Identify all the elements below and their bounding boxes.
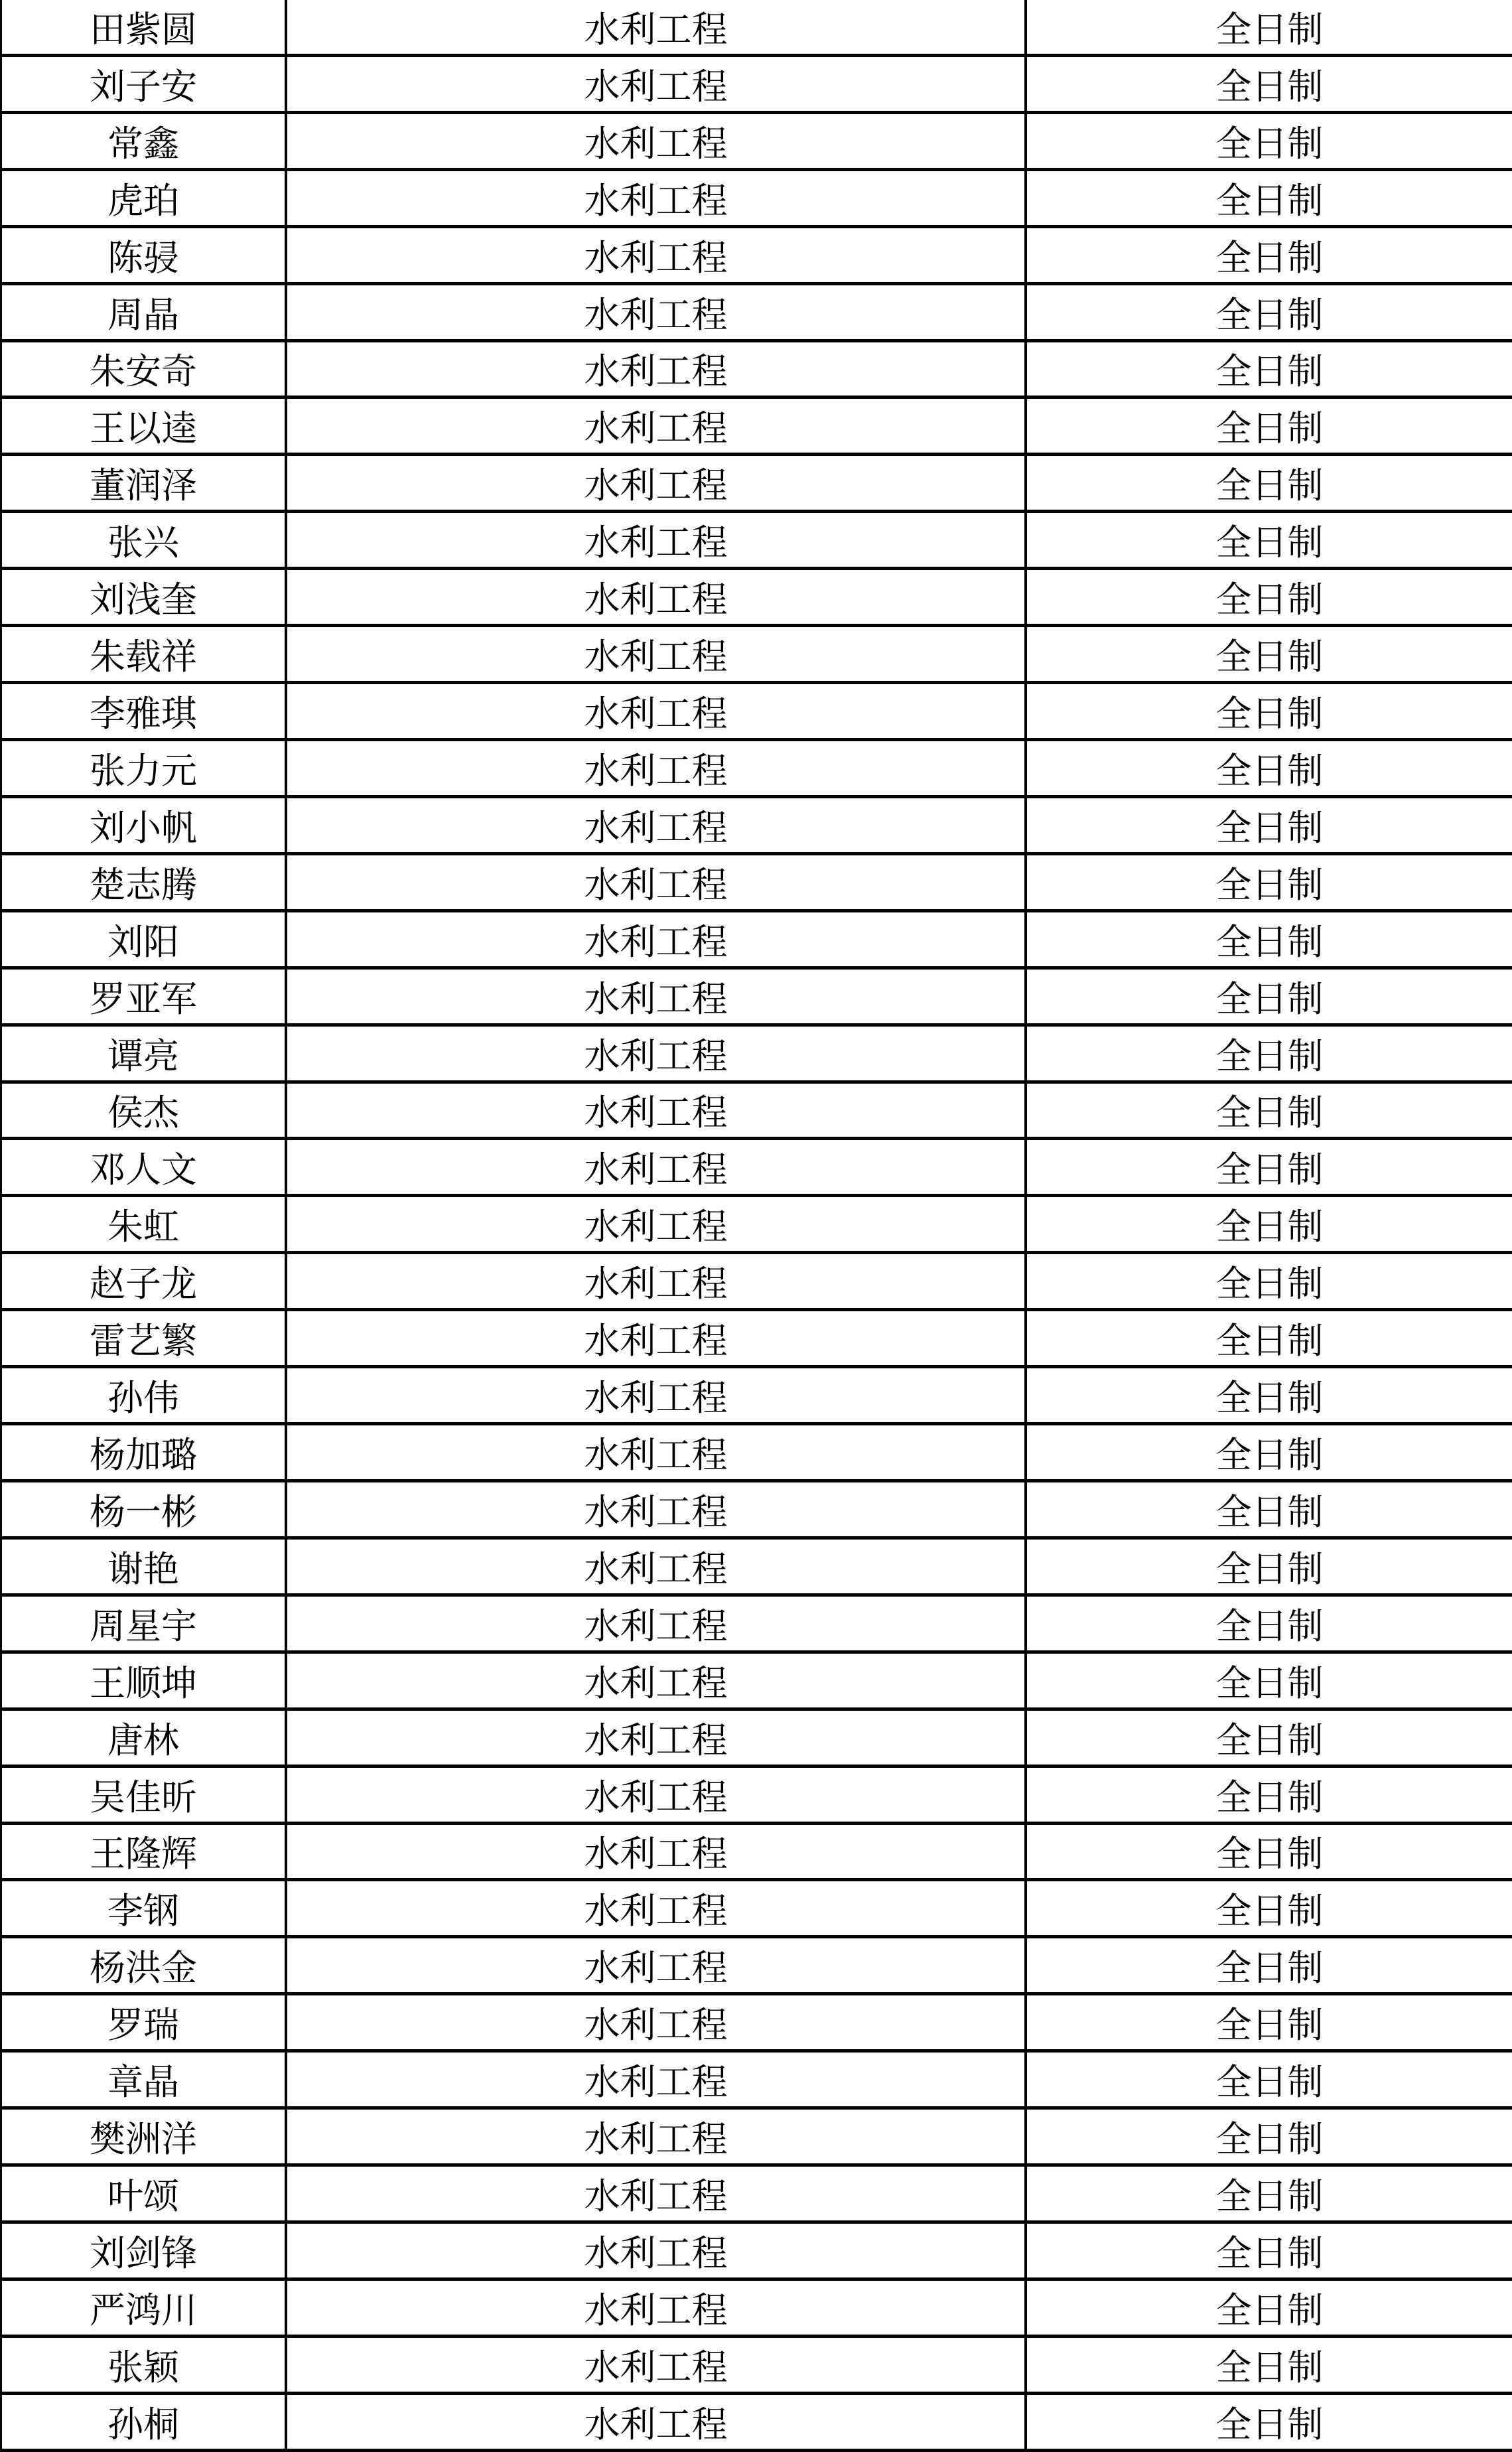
mode-cell: 全日制 xyxy=(1026,0,1512,55)
name-cell: 陈骎 xyxy=(1,226,286,283)
mode-cell: 全日制 xyxy=(1026,1994,1512,2051)
table-row xyxy=(1,1538,1512,1595)
mode-cell: 全日制 xyxy=(1026,683,1512,740)
table-row xyxy=(1,1367,1512,1424)
major-cell: 水利工程 xyxy=(286,340,1026,397)
name-cell: 罗亚军 xyxy=(1,968,286,1025)
name-cell: 吴佳昕 xyxy=(1,1766,286,1823)
table-row xyxy=(1,1424,1512,1481)
table-row xyxy=(1,1139,1512,1196)
name-cell: 朱安奇 xyxy=(1,340,286,397)
major-cell: 水利工程 xyxy=(286,1082,1026,1139)
name-cell: 唐林 xyxy=(1,1709,286,1766)
major-cell: 水利工程 xyxy=(286,2336,1026,2393)
name-cell: 周星宇 xyxy=(1,1595,286,1652)
mode-cell: 全日制 xyxy=(1026,1367,1512,1424)
table-row xyxy=(1,2165,1512,2222)
major-cell: 水利工程 xyxy=(286,1994,1026,2051)
table-row xyxy=(1,1310,1512,1367)
mode-cell: 全日制 xyxy=(1026,455,1512,512)
major-cell: 水利工程 xyxy=(286,397,1026,455)
name-cell: 孙伟 xyxy=(1,1367,286,1424)
name-cell: 虎珀 xyxy=(1,169,286,226)
name-cell: 刘剑锋 xyxy=(1,2222,286,2279)
major-cell: 水利工程 xyxy=(286,1424,1026,1481)
mode-cell: 全日制 xyxy=(1026,626,1512,683)
name-cell: 樊洲洋 xyxy=(1,2108,286,2165)
table-row xyxy=(1,1823,1512,1880)
major-cell: 水利工程 xyxy=(286,1709,1026,1766)
name-cell: 李雅琪 xyxy=(1,683,286,740)
table-row xyxy=(1,2393,1512,2450)
mode-cell: 全日制 xyxy=(1026,910,1512,968)
table-row xyxy=(1,512,1512,569)
mode-cell: 全日制 xyxy=(1026,1196,1512,1253)
mode-cell: 全日制 xyxy=(1026,2108,1512,2165)
mode-cell: 全日制 xyxy=(1026,796,1512,853)
table-row xyxy=(1,455,1512,512)
mode-cell: 全日制 xyxy=(1026,1253,1512,1310)
table-row xyxy=(1,683,1512,740)
table-row xyxy=(1,1025,1512,1082)
table-row xyxy=(1,1652,1512,1709)
table-row xyxy=(1,340,1512,397)
major-cell: 水利工程 xyxy=(286,2165,1026,2222)
mode-cell: 全日制 xyxy=(1026,397,1512,455)
major-cell: 水利工程 xyxy=(286,626,1026,683)
table-row xyxy=(1,1480,1512,1538)
name-cell: 常鑫 xyxy=(1,112,286,169)
name-cell: 杨洪金 xyxy=(1,1937,286,1994)
name-cell: 杨一彬 xyxy=(1,1480,286,1538)
mode-cell: 全日制 xyxy=(1026,1139,1512,1196)
mode-cell: 全日制 xyxy=(1026,512,1512,569)
table-row xyxy=(1,283,1512,340)
table-row xyxy=(1,226,1512,283)
major-cell: 水利工程 xyxy=(286,1595,1026,1652)
major-cell: 水利工程 xyxy=(286,796,1026,853)
major-cell: 水利工程 xyxy=(286,853,1026,910)
name-cell: 田紫圆 xyxy=(1,0,286,55)
name-cell: 侯杰 xyxy=(1,1082,286,1139)
name-cell: 王顺坤 xyxy=(1,1652,286,1709)
mode-cell: 全日制 xyxy=(1026,2222,1512,2279)
major-cell: 水利工程 xyxy=(286,1367,1026,1424)
mode-cell: 全日制 xyxy=(1026,2279,1512,2336)
table-row xyxy=(1,1253,1512,1310)
mode-cell: 全日制 xyxy=(1026,55,1512,112)
mode-cell: 全日制 xyxy=(1026,2051,1512,2108)
name-cell: 赵子龙 xyxy=(1,1253,286,1310)
name-cell: 张力元 xyxy=(1,739,286,796)
name-cell: 叶颂 xyxy=(1,2165,286,2222)
table-row xyxy=(1,55,1512,112)
major-cell: 水利工程 xyxy=(286,1139,1026,1196)
table-row xyxy=(1,569,1512,626)
mode-cell: 全日制 xyxy=(1026,1538,1512,1595)
major-cell: 水利工程 xyxy=(286,1823,1026,1880)
mode-cell: 全日制 xyxy=(1026,340,1512,397)
name-cell: 谢艳 xyxy=(1,1538,286,1595)
mode-cell: 全日制 xyxy=(1026,1652,1512,1709)
major-cell: 水利工程 xyxy=(286,1880,1026,1937)
mode-cell: 全日制 xyxy=(1026,283,1512,340)
major-cell: 水利工程 xyxy=(286,2393,1026,2450)
name-cell: 雷艺繁 xyxy=(1,1310,286,1367)
name-cell: 谭亮 xyxy=(1,1025,286,1082)
mode-cell: 全日制 xyxy=(1026,1310,1512,1367)
table-row xyxy=(1,796,1512,853)
table-body xyxy=(1,0,1512,2451)
mode-cell: 全日制 xyxy=(1026,226,1512,283)
table-row xyxy=(1,1766,1512,1823)
table-row xyxy=(1,853,1512,910)
major-cell: 水利工程 xyxy=(286,1766,1026,1823)
table-row xyxy=(1,1196,1512,1253)
table-row xyxy=(1,2222,1512,2279)
table-row xyxy=(1,910,1512,968)
mode-cell: 全日制 xyxy=(1026,112,1512,169)
major-cell: 水利工程 xyxy=(286,0,1026,55)
table-row xyxy=(1,1994,1512,2051)
name-cell: 杨加璐 xyxy=(1,1424,286,1481)
major-cell: 水利工程 xyxy=(286,55,1026,112)
mode-cell: 全日制 xyxy=(1026,2336,1512,2393)
table-row xyxy=(1,0,1512,55)
name-cell: 刘浅奎 xyxy=(1,569,286,626)
table-row xyxy=(1,1595,1512,1652)
table-row xyxy=(1,169,1512,226)
table-row xyxy=(1,739,1512,796)
major-cell: 水利工程 xyxy=(286,1196,1026,1253)
major-cell: 水利工程 xyxy=(286,1937,1026,1994)
major-cell: 水利工程 xyxy=(286,226,1026,283)
major-cell: 水利工程 xyxy=(286,2279,1026,2336)
name-cell: 王隆辉 xyxy=(1,1823,286,1880)
table-row xyxy=(1,2279,1512,2336)
major-cell: 水利工程 xyxy=(286,569,1026,626)
major-cell: 水利工程 xyxy=(286,910,1026,968)
table-row xyxy=(1,2336,1512,2393)
major-cell: 水利工程 xyxy=(286,455,1026,512)
mode-cell: 全日制 xyxy=(1026,169,1512,226)
mode-cell: 全日制 xyxy=(1026,1595,1512,1652)
major-cell: 水利工程 xyxy=(286,2222,1026,2279)
name-cell: 严鸿川 xyxy=(1,2279,286,2336)
name-cell: 王以逵 xyxy=(1,397,286,455)
name-cell: 楚志腾 xyxy=(1,853,286,910)
mode-cell: 全日制 xyxy=(1026,1709,1512,1766)
name-cell: 朱虹 xyxy=(1,1196,286,1253)
table-row xyxy=(1,2051,1512,2108)
mode-cell: 全日制 xyxy=(1026,1082,1512,1139)
mode-cell: 全日制 xyxy=(1026,569,1512,626)
name-cell: 罗瑞 xyxy=(1,1994,286,2051)
name-cell: 朱载祥 xyxy=(1,626,286,683)
major-cell: 水利工程 xyxy=(286,2108,1026,2165)
major-cell: 水利工程 xyxy=(286,2051,1026,2108)
table-row xyxy=(1,968,1512,1025)
mode-cell: 全日制 xyxy=(1026,1424,1512,1481)
name-cell: 张颖 xyxy=(1,2336,286,2393)
mode-cell: 全日制 xyxy=(1026,1766,1512,1823)
major-cell: 水利工程 xyxy=(286,1538,1026,1595)
mode-cell: 全日制 xyxy=(1026,2393,1512,2450)
table-row xyxy=(1,397,1512,455)
name-cell: 周晶 xyxy=(1,283,286,340)
name-cell: 李钢 xyxy=(1,1880,286,1937)
name-cell: 章晶 xyxy=(1,2051,286,2108)
major-cell: 水利工程 xyxy=(286,1025,1026,1082)
table-row xyxy=(1,626,1512,683)
mode-cell: 全日制 xyxy=(1026,1880,1512,1937)
mode-cell: 全日制 xyxy=(1026,2165,1512,2222)
table-row xyxy=(1,2108,1512,2165)
table-row xyxy=(1,1082,1512,1139)
major-cell: 水利工程 xyxy=(286,1652,1026,1709)
mode-cell: 全日制 xyxy=(1026,739,1512,796)
major-cell: 水利工程 xyxy=(286,169,1026,226)
mode-cell: 全日制 xyxy=(1026,968,1512,1025)
name-cell: 刘子安 xyxy=(1,55,286,112)
major-cell: 水利工程 xyxy=(286,683,1026,740)
major-cell: 水利工程 xyxy=(286,283,1026,340)
mode-cell: 全日制 xyxy=(1026,1025,1512,1082)
major-cell: 水利工程 xyxy=(286,1253,1026,1310)
mode-cell: 全日制 xyxy=(1026,1823,1512,1880)
name-cell: 刘小帆 xyxy=(1,796,286,853)
name-cell: 刘阳 xyxy=(1,910,286,968)
name-cell: 邓人文 xyxy=(1,1139,286,1196)
mode-cell: 全日制 xyxy=(1026,1480,1512,1538)
major-cell: 水利工程 xyxy=(286,512,1026,569)
name-cell: 张兴 xyxy=(1,512,286,569)
name-cell: 董润泽 xyxy=(1,455,286,512)
table-row xyxy=(1,112,1512,169)
mode-cell: 全日制 xyxy=(1026,853,1512,910)
table-row xyxy=(1,1937,1512,1994)
major-cell: 水利工程 xyxy=(286,1480,1026,1538)
name-cell: 孙桐 xyxy=(1,2393,286,2450)
major-cell: 水利工程 xyxy=(286,1310,1026,1367)
major-cell: 水利工程 xyxy=(286,112,1026,169)
mode-cell: 全日制 xyxy=(1026,1937,1512,1994)
table-row xyxy=(1,1880,1512,1937)
major-cell: 水利工程 xyxy=(286,739,1026,796)
table-row xyxy=(1,1709,1512,1766)
major-cell: 水利工程 xyxy=(286,968,1026,1025)
